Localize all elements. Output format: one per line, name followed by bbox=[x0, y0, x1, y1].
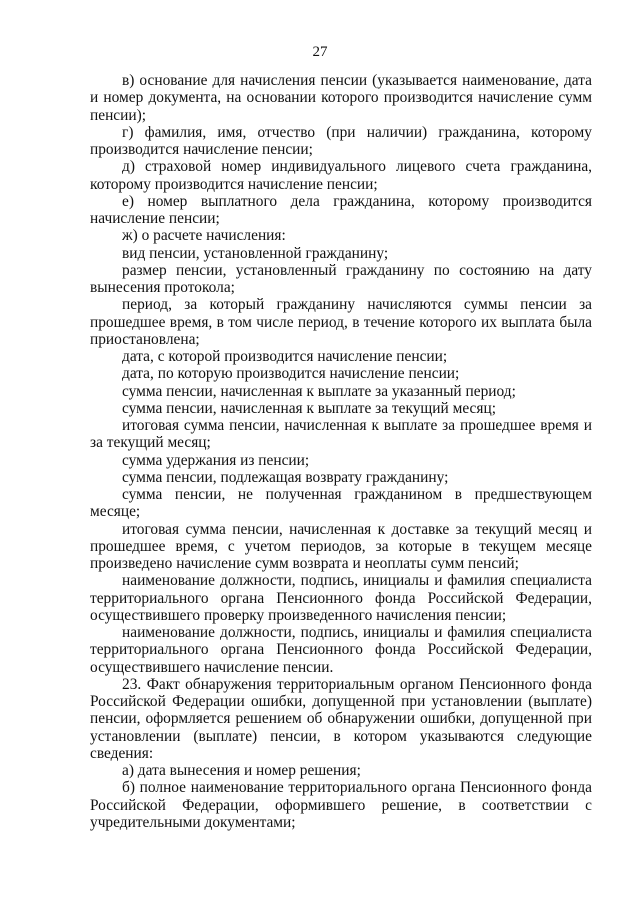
paragraph-e: е) номер выплатного дела гражданина, которому производится начисление пенсии; bbox=[90, 192, 592, 227]
paragraph-item: период, за который гражданину начисляются суммы пенсии за прошедшее время, в том числе период, в течение которого их выплата была приостановлена; bbox=[90, 296, 592, 348]
paragraph-a: а) дата вынесения и номер решения; bbox=[122, 762, 361, 779]
paragraph-d: д) страховой номер индивидуального лицевого счета гражданина, которому производится начисление пенсии; bbox=[90, 158, 592, 193]
paragraph-item: наименование должности, подпись, инициалы и фамилия специалиста территориального органа Пенсионного фонда Российской Федерации, осуществившего проверку произведенного начисления пенсии; bbox=[90, 572, 592, 624]
paragraph-item: сумма удержания из пенсии; bbox=[122, 451, 310, 469]
paragraph-item: сумма пенсии, подлежащая возврату гражданину; bbox=[122, 468, 449, 486]
document-body bbox=[90, 72, 592, 831]
paragraph-b: б) полное наименование территориального органа Пенсионного фонда Российской Федерации, оформившего решение, в соответствии с учредительными документами; bbox=[90, 779, 592, 831]
page-number: 27 bbox=[312, 44, 328, 60]
paragraph-item: вид пенсии, установленной гражданину; bbox=[122, 244, 389, 262]
paragraph-item: итоговая сумма пенсии, начисленная к выплате за прошедшее время и за текущий месяц; bbox=[90, 417, 592, 452]
paragraph-item: размер пенсии, установленный гражданину по состоянию на дату вынесения протокола; bbox=[90, 261, 592, 296]
paragraph-item: итоговая сумма пенсии, начисленная к доставке за текущий месяц и прошедшее время, с учетом периодов, за которые в текущем месяце произведено начисление сумм возврата и неоплаты сумм пенсий; bbox=[90, 520, 592, 572]
paragraph-item: дата, с которой производится начисление пенсии; bbox=[122, 348, 448, 365]
paragraph-item: сумма пенсии, не полученная гражданином в предшествующем месяце; bbox=[90, 486, 592, 521]
paragraph-23: 23. Факт обнаружения территориальным органом Пенсионного фонда Российской Федерации ошибки, допущенной при установлении (выплате) пенсии, оформляется решением об обнаружении ошибки, допущенной при установлении (выплате) пенсии, в котором указываются следующие сведения: bbox=[90, 675, 592, 762]
paragraph-item: сумма пенсии, начисленная к выплате за указанный период; bbox=[122, 382, 516, 400]
paragraph-item: сумма пенсии, начисленная к выплате за текущий месяц; bbox=[122, 399, 496, 417]
paragraph-v: в) основание для начисления пенсии (указывается наименование, дата и номер документа, на основании которого производится начисление сумм пенсии); bbox=[90, 72, 592, 124]
paragraph-g: г) фамилия, имя, отчество (при наличии) гражданина, которому производится начисление пенсии; bbox=[90, 123, 592, 158]
paragraph-zh: ж) о расчете начисления: bbox=[122, 227, 286, 245]
paragraph-item: дата, по которую производится начисление пенсии; bbox=[122, 365, 460, 383]
paragraph-item: наименование должности, подпись, инициалы и фамилия специалиста территориального органа Пенсионного фонда Российской Федерации, осуществившего начисление пенсии. bbox=[90, 624, 592, 676]
